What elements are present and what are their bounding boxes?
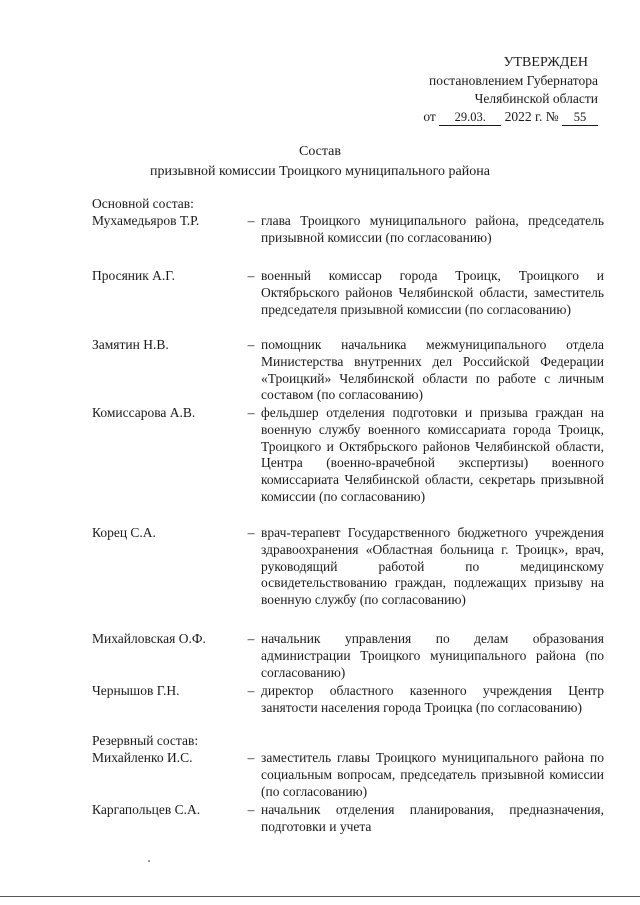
member-position: помощник начальника межмуниципального отдела Министерства внутренних дел Российской Федерации «Троицкий» Челябинской области по работе с личным составом (по согласованию)	[261, 337, 604, 403]
member-position: военный комиссар города Троицк, Троицкого и Октябрьского районов Челябинской области, заместитель председателя призывной комиссии (по согласованию)	[261, 268, 604, 317]
member-dash: –	[247, 213, 255, 228]
member-dash: –	[247, 802, 255, 817]
approval-line-2: Челябинской области	[474, 91, 598, 106]
member-dash: –	[247, 525, 255, 540]
member-dash: –	[247, 405, 255, 420]
approval-line-1: постановлением Губернатора	[429, 73, 598, 88]
member-position: заместитель главы Троицкого муниципального района по социальным вопросам, председатель призывной комиссии (по согласованию)	[261, 750, 604, 799]
member-position: начальник отделения планирования, предназначения, подготовки и учета	[261, 802, 604, 834]
page-bottom-rule	[0, 896, 640, 897]
member-position: глава Троицкого муниципального района, председатель призывной комиссии (по согласованию)	[261, 213, 604, 245]
approval-date-line	[398, 108, 598, 126]
member-dash: –	[247, 268, 255, 283]
member-name: Михайленко И.С.	[92, 750, 193, 765]
approval-date-prefix: от	[423, 109, 436, 124]
member-name: Каргапольцев С.А.	[92, 802, 201, 817]
member-name: Корец С.А.	[92, 525, 156, 540]
member-name: Мухамедьяров Т.Р.	[92, 213, 200, 228]
member-name: Замятин Н.В.	[92, 337, 169, 352]
approval-heading: УТВЕРЖДЕН	[503, 55, 588, 70]
member-position: директор областного казенного учреждения Центр занятости населения города Троицка (по согласованию)	[261, 683, 604, 715]
member-position: фельдшер отделения подготовки и призыва граждан на военную службу военного комиссариата города Троицк, Троицкого и Октябрьского районов Челябинской области, Центра (военно-врачебной экспертизы) военного комиссариата Челябинской области, секретарь призывной комиссии (по согласованию)	[261, 405, 604, 504]
member-dash: –	[247, 337, 255, 352]
title-line-2: призывной комиссии Троицкого муниципального района	[150, 164, 490, 179]
member-dash: –	[247, 683, 255, 698]
reserve-section-label: Резервный состав:	[92, 733, 199, 748]
title-line-1: Состав	[298, 144, 341, 159]
member-name: Михайловская О.Ф.	[92, 631, 206, 646]
member-position: начальник управления по делам образования администрации Троицкого муниципального района (по согласованию)	[261, 631, 604, 680]
approval-stamp	[398, 54, 598, 126]
member-position: врач-терапевт Государственного бюджетного учреждения здравоохранения «Областная больница г. Троицк», врач, руководящий работой по медицинскому освидетельствованию граждан, подлежащих призыву на военную службу (по согласованию)	[261, 525, 604, 608]
approval-number-value: 55	[562, 110, 598, 126]
member-dash: –	[247, 631, 255, 646]
member-name: Просяник А.Г.	[92, 268, 175, 283]
member-name: Комиссарова А.В.	[92, 405, 196, 420]
document-title	[0, 142, 640, 182]
scan-speck	[148, 860, 150, 862]
member-name: Чернышов Г.Н.	[92, 683, 180, 698]
approval-year-text: 2022 г. №	[504, 109, 559, 124]
member-dash: –	[247, 750, 255, 765]
approval-date-value: 29.03.	[439, 110, 501, 126]
main-section-label: Основной состав:	[92, 196, 194, 211]
